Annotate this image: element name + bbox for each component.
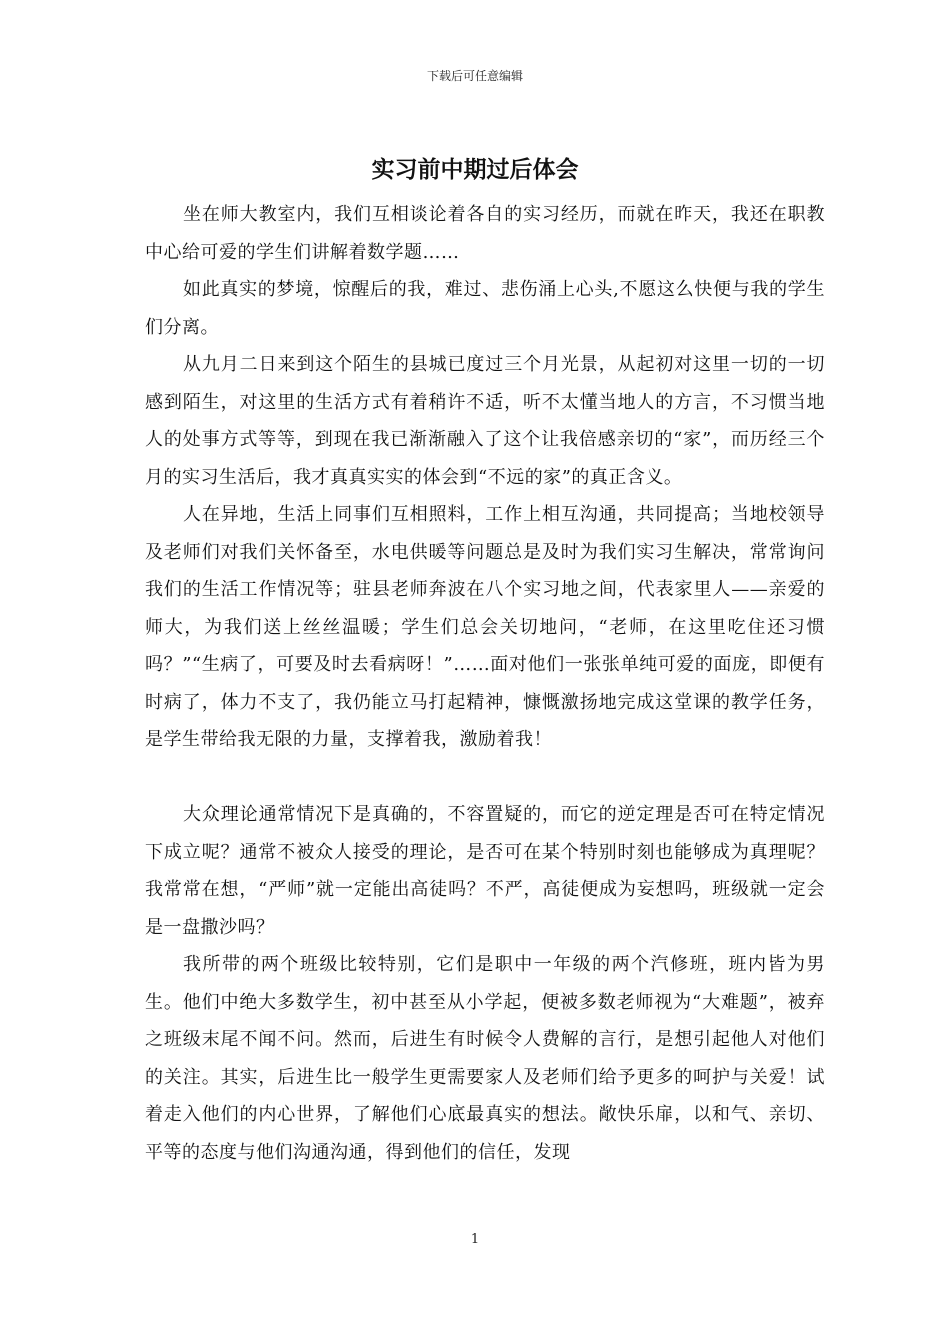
paragraph-6: 我所带的两个班级比较特别，它们是职中一年级的两个汽修班，班内皆为男生。他们中绝大多数学生，初中甚至从小学起，便被多数老师视为“大难题”，被弃之班级末尾不闻不问。然而，后进生有时候令人费解的言行，是想引起他人对他们的关注。其实，后进生比一般学生更需要家人及老师们给予更多的呵护与关爱！试着走入他们的内心世界，了解他们心底最真实的想法。敞快乐扉，以和气、亲切、平等的态度与他们沟通沟通，得到他们的信任，发现: [145, 954, 825, 1163]
document-title: 实习前中期过后体会: [371, 157, 579, 183]
paragraph-4: 人在异地，生活上同事们互相照料，工作上相互沟通，共同提高；当地校领导及老师们对我们关怀备至，水电供暖等问题总是及时为我们实习生解决，常常询问我们的生活工作情况等；驻县老师奔波在八个实习地之间，代表家里人——亲爱的师大，为我们送上丝丝温暖；学生们总会关切地问，“老师，在这里吃住还习惯吗？”“生病了，可要及时去看病呀！”……面对他们一张张单纯可爱的面庞，即便有时病了，体力不支了，我仍能立马打起精神，慷慨激扬地完成这堂课的教学任务，是学生带给我无限的力量，支撑着我，激励着我！: [145, 504, 825, 750]
paragraph-gap: [145, 759, 825, 797]
paragraph-3: 从九月二日来到这个陌生的县城已度过三个月光景，从起初对这里一切的一切感到陌生，对这里的生活方式有着稍许不适，听不太懂当地人的方言，不习惯当地人的处事方式等等，到现在我已渐渐融入了这个让我倍感亲切的“家”，而历经三个月的实习生活后，我才真真实实的体会到“不远的家”的真正含义。: [145, 354, 825, 488]
document-body: [145, 196, 825, 1171]
paragraph-2: 如此真实的梦境，惊醒后的我，难过、悲伤涌上心头,不愿这么快便与我的学生们分离。: [145, 279, 825, 338]
paragraph-5: 大众理论通常情况下是真确的，不容置疑的，而它的逆定理是否可在特定情况下成立呢？通常不被众人接受的理论，是否可在某个特别时刻也能够成为真理呢？我常常在想，“严师”就一定能出高徒吗？不严，高徒便成为妄想吗，班级就一定会是一盘撒沙吗？: [145, 804, 825, 938]
header-note: 下载后可任意编辑: [426, 69, 523, 83]
paragraph-1: 坐在师大教室内，我们互相谈论着各自的实习经历，而就在昨天，我还在职教中心给可爱的学生们讲解着数学题……: [145, 204, 825, 263]
page-number: 1: [470, 1232, 480, 1247]
